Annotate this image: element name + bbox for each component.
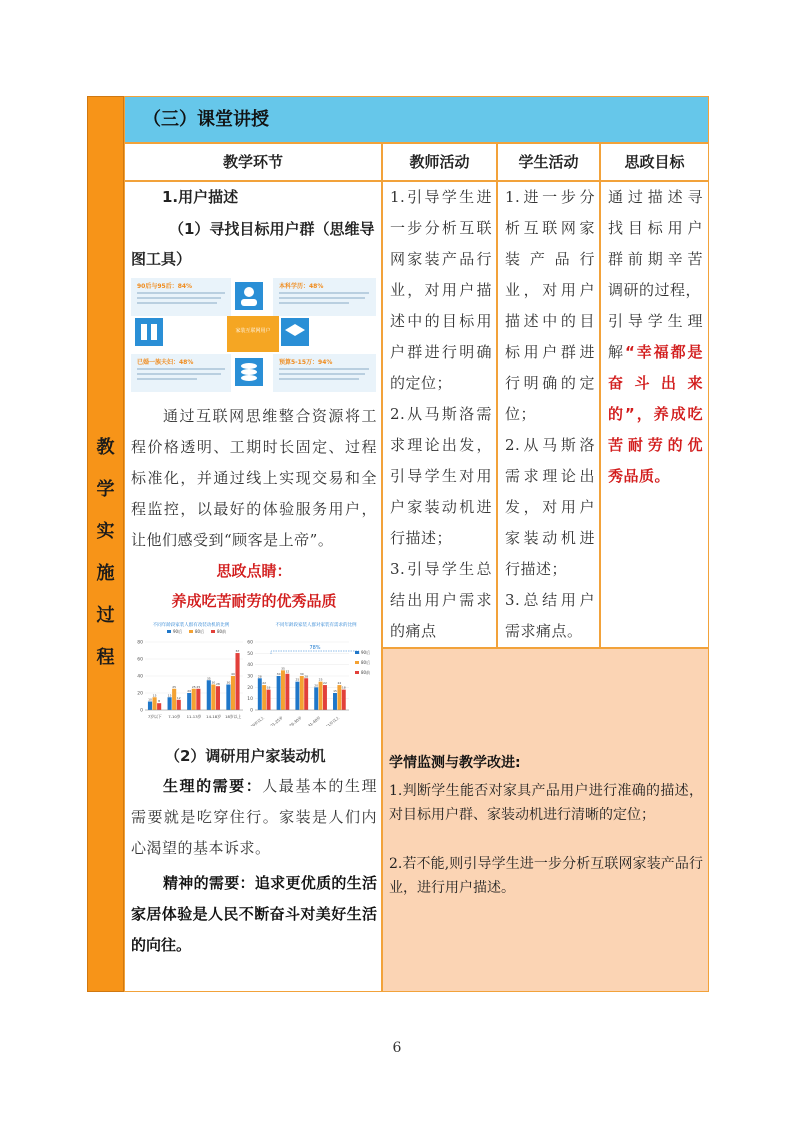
chart-legend-swatch (189, 630, 193, 633)
chart-data-label: 40 (231, 672, 235, 676)
infographic-center-label: 家装互联网用户 (235, 328, 271, 334)
teacher-activity-line: 2.从马斯洛需 (390, 405, 492, 423)
chart-y-tick: 30 (247, 674, 253, 680)
student-activity-line: 描述中的目 (505, 312, 595, 330)
chart-data-label: 15 (333, 689, 337, 693)
find-target-users-heading: （1）寻找目标用户群（思维导图工具） (131, 220, 375, 268)
chart-legend-swatch (355, 661, 359, 664)
sidebar-char: 过 (96, 605, 115, 626)
ideology-goal-quote: 的” (608, 405, 636, 423)
physiological-need-paragraph (131, 771, 377, 864)
ideology-highlight-text: 养成吃苦耐劳的优秀品质 (171, 592, 337, 610)
infographic-top-left-title: 90后与95后：84% (137, 283, 193, 290)
chart-bar (168, 697, 172, 710)
chart-y-tick: 40 (137, 674, 143, 680)
chart-legend-swatch (167, 630, 171, 633)
ideology-goal-quote: “幸福都是 (624, 343, 703, 361)
teacher-activity-line: 求理论出发， (390, 436, 492, 454)
infographic-bottom-right-title: 预算5-15万：94% (279, 359, 333, 366)
chart-bar (172, 689, 176, 710)
chart-category-label: 21-25岁 (269, 714, 284, 726)
chart-category-label: 26-30岁 (288, 714, 303, 726)
chart-bar (314, 687, 318, 710)
teacher-activity-text (390, 182, 492, 647)
student-activity-line: 析互联网家 (505, 219, 595, 237)
ideology-goal-line (608, 337, 703, 368)
teacher-activity-line: 结出用户需求 (390, 591, 492, 609)
chart-data-label: 28 (257, 674, 262, 679)
learning-monitor-title: 学情监测与教学改进: (389, 755, 521, 771)
chart-data-label: 28 (304, 674, 309, 679)
teacher-activity-line: 3.引导学生总 (390, 560, 492, 578)
student-activity-line: 位； (505, 405, 537, 423)
chart-bar (177, 700, 181, 710)
chart-data-label: 20 (187, 689, 192, 693)
chart-y-tick: 0 (250, 708, 253, 714)
chart-data-label: 35 (206, 676, 211, 681)
chart-bar (157, 703, 161, 710)
chart-category-label: 7-10岁 (168, 714, 181, 719)
chart-y-tick: 80 (137, 640, 143, 646)
student-activity-line: 业，对用户 (505, 281, 595, 299)
chart-bar (281, 670, 285, 710)
chart-y-tick: 40 (247, 663, 253, 669)
chart-bar (148, 702, 152, 711)
ideology-goal-line (608, 399, 703, 430)
chart-category-label: 11-13岁 (186, 714, 202, 719)
chart-legend-swatch (355, 671, 359, 674)
student-activity-line: 标用户群进 (505, 343, 595, 361)
header-teaching-stage: 教学环节 (124, 143, 382, 181)
chart-y-tick: 0 (140, 708, 143, 714)
chart-category-label: 41岁以上 (324, 714, 341, 726)
teacher-activity-line: 户群进行明确 (390, 343, 492, 361)
survey-motivation-heading: （2）调研用户家装动机 (165, 747, 326, 765)
chart-bar (300, 676, 304, 710)
physiological-need-label: 生理的需要： (163, 777, 263, 795)
chart-bar (267, 690, 271, 710)
chart-bar (216, 686, 220, 710)
chart-y-tick: 20 (137, 691, 143, 697)
header-ideology-goal: 思政目标 (600, 143, 709, 181)
teacher-activity-line: 行描述； (390, 529, 453, 547)
ideology-highlight-label: 思政点睛： (216, 562, 292, 580)
chart-data-label: 25 (196, 684, 201, 689)
chart-bar (277, 676, 281, 710)
survey-charts (131, 618, 377, 726)
teacher-activity-line: 引导学生对用 (390, 467, 492, 485)
chart-data-label: 25 (295, 677, 300, 682)
chart-bar (207, 680, 211, 710)
chart2-title: 不同年龄段家装人群对家装有需求的比例 (275, 623, 357, 628)
chart-legend-label: 80后 (195, 629, 205, 634)
chart-data-label: 30 (299, 672, 304, 676)
chart-bar (342, 690, 346, 710)
chart-category-label: 18岁以上 (225, 714, 242, 719)
target-user-infographic (131, 276, 376, 392)
sidebar-char: 施 (96, 563, 115, 584)
chart-bar (319, 682, 323, 710)
internet-thinking-paragraph: 通过互联网思维整合资源将工程价格透明、工期时长固定、过程标准化，并通过线上实现交易和全程监控，以最好的体验服务用户，让他们感受到“顾客是上帝”。 (131, 407, 377, 549)
chart-data-label: 30 (226, 680, 231, 685)
chart-bar (285, 674, 289, 710)
chart-data-label: 25 (318, 677, 323, 682)
ideology-goal-emphasis: ，养成吃 (635, 405, 703, 423)
chart-data-label: 18 (266, 685, 271, 690)
learning-monitor-point-1: 1.判断学生能否对家具产品用户进行准确的描述，对目标用户群、家装动机进行清晰的定位； (389, 783, 703, 823)
sidebar-char: 实 (96, 521, 115, 542)
chart-data-label: 30 (211, 680, 216, 685)
student-activity-line: 家装动机进 (505, 529, 595, 547)
ideology-goal-line: 引导学生理 (608, 312, 703, 330)
chart-category-label: 31-40岁 (306, 714, 322, 726)
chart-bar (211, 685, 215, 711)
teacher-activity-line: 户家装动机进 (390, 498, 492, 516)
chart-data-label: 25 (172, 684, 177, 689)
teacher-activity-line: 网家装产品行 (390, 250, 492, 268)
student-activity-line: 2.从马斯洛 (505, 436, 595, 454)
chart-legend-label: 80前 (361, 670, 371, 675)
ideology-goal-line: 调研的过程， (608, 281, 702, 299)
chart-legend-label: 80后 (361, 660, 371, 665)
chart-data-label: 22 (262, 681, 267, 686)
student-activity-line: 1.进一步分 (505, 188, 595, 206)
ideology-goal-line: 找目标用户 (608, 219, 703, 237)
chart-bar (258, 678, 262, 710)
chart-data-label: 22 (337, 681, 342, 686)
chart-data-label: 8 (158, 699, 161, 704)
ideology-goal-emphasis: 苦耐劳的优 (608, 436, 703, 454)
chart-data-label: 12 (176, 695, 181, 700)
chart-bar (226, 685, 230, 711)
chart-category-label: 14-18岁 (206, 714, 222, 719)
chart-bar (323, 685, 327, 710)
infographic-top-right-title: 本科学历：48% (279, 283, 324, 290)
teacher-activity-line: 的定位； (390, 374, 453, 392)
chart-y-tick: 20 (247, 685, 253, 691)
chart-data-label: 20 (314, 683, 319, 688)
ideology-goal-word: 解 (608, 343, 625, 361)
chart-data-label: 10 (148, 697, 152, 702)
chart-data-label: 32 (285, 669, 290, 674)
sidebar-section-label (87, 96, 124, 992)
physiological-need-text: 人最基本的生理需要就是吃穿住行。家装是人们内心渴望的基本诉求。 (131, 777, 377, 857)
chart2-annotation: 78% (309, 645, 321, 651)
user-description-heading: 1.用户描述 (162, 188, 239, 206)
chart-bar (304, 678, 308, 710)
chart-bar (333, 693, 337, 710)
student-activity-line: 行明确的定 (505, 374, 595, 392)
chart-bar (295, 682, 299, 710)
student-activity-line: 3.总结用户 (505, 591, 595, 609)
header-teacher-activity: 教师活动 (382, 143, 497, 181)
chart-bar (192, 689, 196, 710)
student-activity-line: 需求理论出 (505, 467, 595, 485)
ideology-goal-text (608, 182, 703, 492)
page-number: 6 (392, 1040, 402, 1056)
chart-legend-swatch (211, 630, 215, 633)
chart-bar (235, 653, 239, 710)
chart-data-label: 18 (341, 685, 346, 690)
ideology-goal-emphasis: 秀品质。 (608, 467, 671, 485)
chart-y-tick: 50 (247, 651, 253, 657)
chart-data-label: 25 (191, 684, 196, 689)
spiritual-need-paragraph: 精神的需要：追求更优质的生活家居体验是人民不断奋斗对美好生活的向往。 (131, 874, 377, 954)
student-activity-text (505, 182, 595, 647)
teacher-activity-line: 一步分析互联 (390, 219, 492, 237)
infographic-bottom-left-title: 已婚一族夫妇：48% (137, 359, 194, 366)
sidebar-char: 学 (96, 479, 115, 500)
ideology-goal-quote: 奋斗出来 (608, 374, 703, 392)
chart-y-tick: 60 (247, 640, 253, 646)
chart-data-label: 28 (216, 682, 220, 687)
ideology-goal-line: 群前期辛苦 (608, 250, 703, 268)
chart-category-label: 20岁以上 (249, 714, 266, 726)
chart-data-label: 15 (167, 693, 172, 698)
chart1-title: 不同年龄段家装人群有改装动机的比例 (152, 623, 230, 628)
chart-bar (196, 689, 200, 710)
ideology-goal-line: 通过描述寻 (608, 188, 703, 206)
teacher-activity-line: 1.引导学生进 (390, 188, 492, 206)
chart-legend-label: 90后 (173, 629, 183, 634)
chart-bar (231, 676, 235, 710)
chart-data-label: 22 (323, 681, 327, 686)
section-title: （三）课堂讲授 (124, 96, 709, 143)
teacher-activity-line: 的痛点 (390, 622, 437, 640)
chart-legend-swatch (355, 651, 359, 654)
chart2-bracket (271, 651, 359, 654)
survey-bar-charts (131, 618, 377, 726)
chart-bar (337, 685, 341, 710)
chart-legend-label: 80前 (217, 629, 227, 634)
chart-legend-label: 90后 (361, 650, 371, 655)
chart-category-label: 7岁以下 (147, 714, 162, 719)
chart-bar (153, 697, 157, 710)
chart-bar (187, 693, 191, 710)
sidebar-char: 教 (96, 437, 115, 458)
student-activity-line: 装产品行 (505, 250, 595, 268)
chart-data-label: 15 (152, 693, 157, 698)
learning-monitor-point-2: 2.若不能,则引导学生进一步分析互联网家装产品行业，进行用户描述。 (389, 856, 703, 896)
student-activity-line: 需求痛点。 (505, 622, 583, 640)
header-student-activity: 学生活动 (497, 143, 600, 181)
chart-data-label: 30 (276, 672, 281, 676)
chart-data-label: 67 (235, 649, 240, 654)
sidebar-vertical-text (88, 427, 123, 679)
teacher-activity-line: 业，对用户描 (390, 281, 492, 299)
chart-data-label: 35 (281, 666, 285, 671)
chart-bar (262, 685, 266, 710)
student-activity-line: 发，对用户 (505, 498, 595, 516)
teacher-activity-line: 述中的目标用 (390, 312, 492, 330)
sidebar-char: 程 (96, 647, 115, 668)
chart-y-tick: 10 (247, 697, 253, 703)
chart-y-tick: 60 (137, 657, 143, 663)
student-activity-line: 行描述； (505, 560, 568, 578)
